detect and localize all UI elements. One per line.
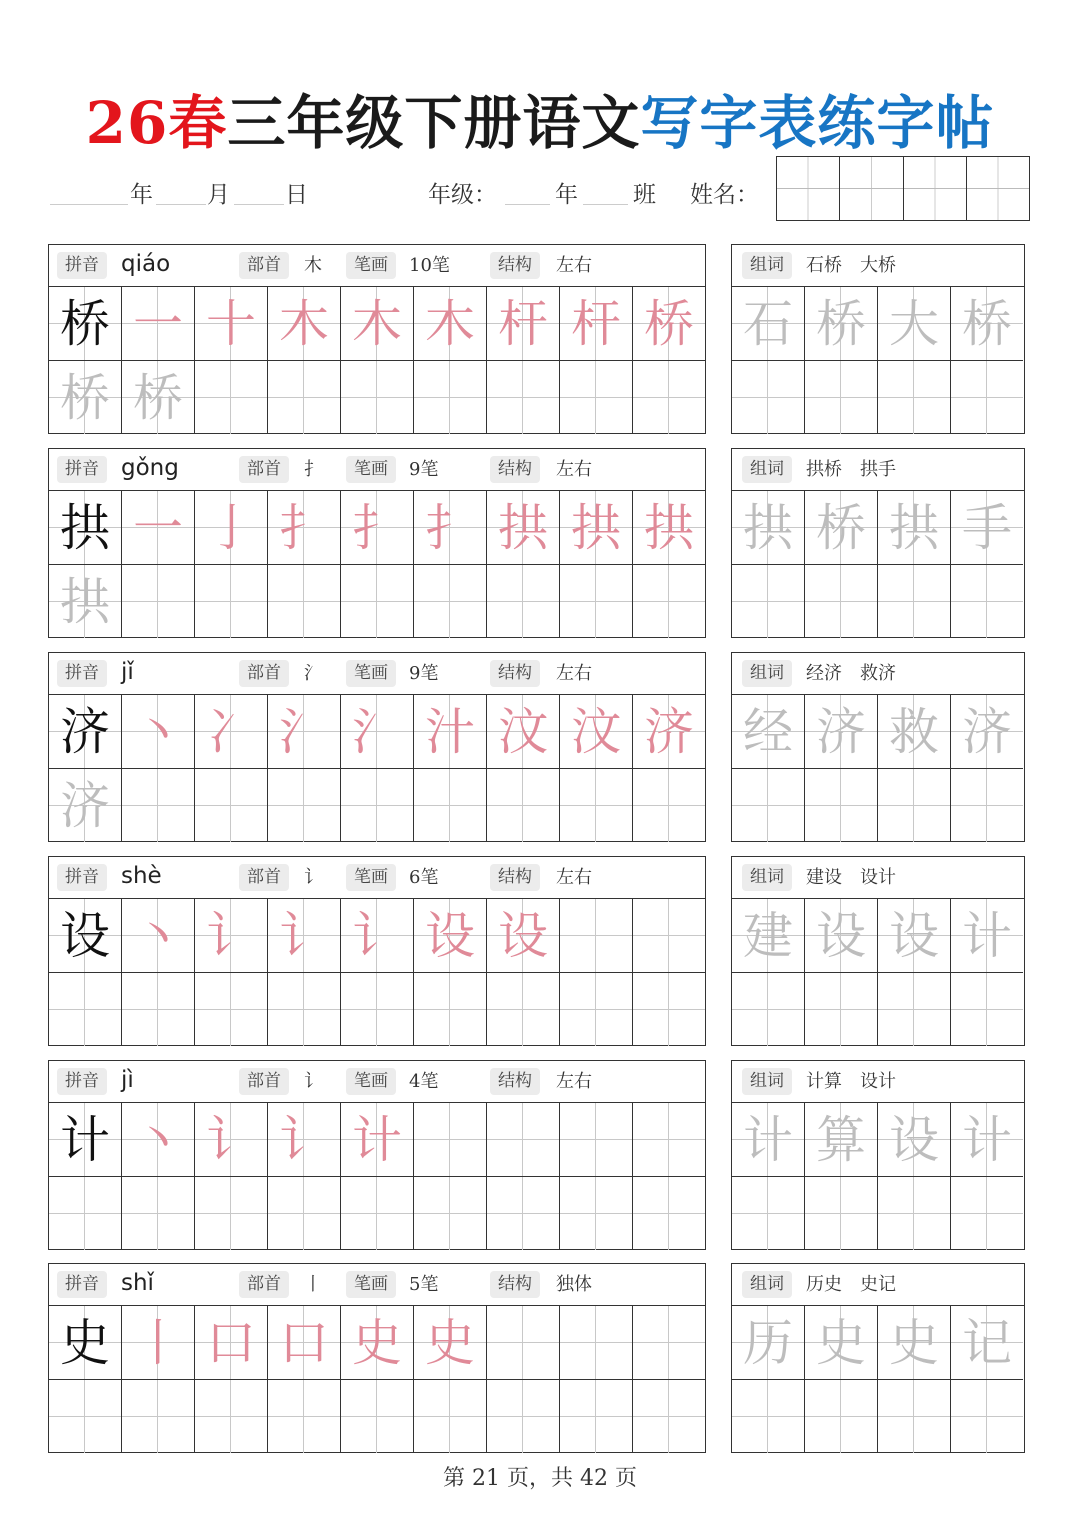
word-trace-row	[732, 1103, 1023, 1177]
radical-value: 丨	[304, 1274, 322, 1295]
structure-value: 独体	[556, 1274, 592, 1295]
page-title	[0, 76, 1080, 160]
practice-cell[interactable]	[487, 565, 560, 638]
grade-label: 年级：	[428, 182, 497, 208]
practice-cell[interactable]	[633, 565, 705, 638]
words-tag: 组词	[742, 252, 792, 279]
word-practice-row	[732, 565, 1023, 638]
structure-tag: 结构	[490, 1271, 540, 1298]
char-info-header	[49, 449, 705, 491]
stroke-order-row	[49, 695, 705, 769]
stroke-step-cell[interactable]: 讠	[341, 899, 414, 972]
practice-cell[interactable]	[195, 361, 268, 434]
word-trace-cell[interactable]: 桥	[805, 287, 878, 360]
grade-year-label: 年	[555, 182, 578, 208]
practice-cell[interactable]	[195, 1380, 268, 1453]
word-trace-row	[732, 899, 1023, 973]
strokes-value: 9笔	[409, 663, 439, 684]
word-trace-cell[interactable]: 救	[878, 695, 951, 768]
stroke-step-cell[interactable]	[633, 1306, 705, 1379]
practice-cell[interactable]	[195, 973, 268, 1046]
char-info-header	[49, 1061, 705, 1103]
strokes-tag: 笔画	[346, 252, 396, 279]
stroke-step-cell[interactable]: 讠	[195, 899, 268, 972]
char-info-header	[49, 245, 705, 287]
word-practice-block	[731, 244, 1025, 434]
stroke-step-cell[interactable]: 汶	[487, 695, 560, 768]
stroke-order-row	[49, 287, 705, 361]
word-practice-cell[interactable]	[732, 1380, 805, 1453]
stroke-step-cell[interactable]	[487, 1103, 560, 1176]
radical-value: 讠	[304, 867, 322, 888]
words-value: 历史 史记	[806, 1274, 896, 1295]
practice-row	[49, 769, 705, 842]
practice-cell[interactable]	[268, 973, 341, 1046]
stroke-step-cell[interactable]: 汶	[560, 695, 633, 768]
practice-cell[interactable]	[195, 769, 268, 842]
practice-cell[interactable]	[560, 769, 633, 842]
word-practice-cell[interactable]	[732, 769, 805, 842]
stroke-step-cell[interactable]: 讠	[195, 1103, 268, 1176]
stroke-step-cell[interactable]: 拱	[633, 491, 705, 564]
words-tag: 组词	[742, 864, 792, 891]
practice-cell[interactable]	[560, 973, 633, 1046]
practice-cell[interactable]	[341, 769, 414, 842]
word-trace-row	[732, 1306, 1023, 1380]
stroke-step-cell[interactable]: 口	[268, 1306, 341, 1379]
practice-cell[interactable]	[560, 565, 633, 638]
stroke-order-row	[49, 491, 705, 565]
practice-cell[interactable]: 济	[49, 769, 122, 842]
practice-cell[interactable]	[487, 1380, 560, 1453]
practice-cell[interactable]	[414, 1380, 487, 1453]
pinyin-tag: 拼音	[57, 456, 107, 483]
word-practice-cell[interactable]	[805, 973, 878, 1046]
word-trace-cell[interactable]: 设	[805, 899, 878, 972]
word-trace-cell[interactable]: 史	[878, 1306, 951, 1379]
word-practice-block	[731, 1263, 1025, 1453]
radical-tag: 部首	[239, 864, 289, 891]
structure-tag: 结构	[490, 1068, 540, 1095]
practice-row	[49, 1380, 705, 1453]
word-practice-cell[interactable]	[878, 1380, 951, 1453]
pinyin-tag: 拼音	[57, 660, 107, 687]
practice-cell[interactable]	[122, 769, 195, 842]
stroke-step-cell[interactable]: 设	[414, 899, 487, 972]
stroke-step-cell[interactable]: 一	[122, 491, 195, 564]
words-header	[732, 1264, 1024, 1306]
practice-cell[interactable]: 拱	[49, 565, 122, 638]
stroke-step-cell[interactable]	[487, 1306, 560, 1379]
stroke-step-cell[interactable]	[633, 1103, 705, 1176]
practice-cell[interactable]	[560, 1177, 633, 1250]
strokes-tag: 笔画	[346, 660, 396, 687]
stroke-step-cell[interactable]: 丶	[122, 899, 195, 972]
practice-cell[interactable]	[487, 1177, 560, 1250]
words-tag: 组词	[742, 660, 792, 687]
stroke-step-cell[interactable]: 一	[122, 287, 195, 360]
word-practice-row	[732, 361, 1023, 434]
page-footer: 第 21 页，共 42 页	[443, 1466, 637, 1491]
radical-tag: 部首	[239, 1271, 289, 1298]
practice-cell[interactable]	[487, 361, 560, 434]
structure-value: 左右	[556, 867, 592, 888]
word-trace-row	[732, 287, 1023, 361]
radical-tag: 部首	[239, 660, 289, 687]
practice-cell[interactable]	[487, 973, 560, 1046]
stroke-step-cell[interactable]: 口	[195, 1306, 268, 1379]
stroke-step-cell[interactable]	[560, 1306, 633, 1379]
word-trace-cell[interactable]: 史	[805, 1306, 878, 1379]
structure-value: 左右	[556, 255, 592, 276]
structure-tag: 结构	[490, 252, 540, 279]
word-practice-cell[interactable]	[878, 769, 951, 842]
practice-cell[interactable]	[268, 1177, 341, 1250]
structure-value: 左右	[556, 663, 592, 684]
practice-cell[interactable]	[633, 1380, 705, 1453]
word-trace-cell[interactable]: 桥	[805, 491, 878, 564]
stroke-step-cell[interactable]: 木	[414, 287, 487, 360]
word-practice-cell[interactable]	[805, 769, 878, 842]
word-trace-cell[interactable]: 石	[732, 287, 805, 360]
radical-value: 扌	[304, 459, 322, 480]
word-practice-cell[interactable]	[805, 1177, 878, 1250]
radical-tag: 部首	[239, 456, 289, 483]
word-trace-cell[interactable]: 拱	[878, 491, 951, 564]
word-trace-cell[interactable]: 济	[951, 695, 1023, 768]
words-header	[732, 449, 1024, 491]
practice-cell[interactable]: 桥	[122, 361, 195, 434]
char-practice-block	[48, 244, 706, 434]
word-trace-cell[interactable]: 大	[878, 287, 951, 360]
word-trace-cell[interactable]: 设	[878, 1103, 951, 1176]
words-value: 经济 救济	[806, 663, 896, 684]
word-practice-row	[732, 1380, 1023, 1453]
stroke-step-cell[interactable]: 杆	[560, 287, 633, 360]
stroke-step-cell[interactable]: 扌	[341, 491, 414, 564]
word-practice-cell[interactable]	[732, 361, 805, 434]
word-trace-row	[732, 491, 1023, 565]
strokes-value: 5笔	[409, 1274, 439, 1295]
practice-cell[interactable]	[414, 973, 487, 1046]
practice-cell[interactable]	[633, 1177, 705, 1250]
words-value: 拱桥 拱手	[806, 459, 896, 480]
word-practice-block	[731, 1060, 1025, 1250]
stroke-step-cell[interactable]: 拱	[560, 491, 633, 564]
practice-cell[interactable]	[487, 769, 560, 842]
stroke-step-cell[interactable]: 十	[195, 287, 268, 360]
stroke-step-cell[interactable]: 氵	[268, 695, 341, 768]
stroke-step-cell[interactable]: 丶	[122, 695, 195, 768]
word-practice-block	[731, 652, 1025, 842]
char-info-header	[49, 1264, 705, 1306]
stroke-step-cell[interactable]: 济	[633, 695, 705, 768]
practice-cell[interactable]	[122, 1380, 195, 1453]
practice-cell[interactable]	[268, 361, 341, 434]
stroke-step-cell[interactable]: 扌	[268, 491, 341, 564]
word-trace-cell[interactable]: 记	[951, 1306, 1023, 1379]
pinyin-value: qiáo	[121, 251, 171, 277]
practice-cell[interactable]	[560, 1380, 633, 1453]
stroke-step-cell[interactable]: 木	[341, 287, 414, 360]
stroke-step-cell[interactable]: 汁	[414, 695, 487, 768]
pinyin-value: shǐ	[121, 1270, 154, 1296]
char-info-header	[49, 653, 705, 695]
word-trace-cell[interactable]: 桥	[951, 287, 1023, 360]
pinyin-value: gǒng	[121, 455, 179, 481]
pinyin-tag: 拼音	[57, 864, 107, 891]
radical-value: 氵	[304, 663, 322, 684]
practice-cell[interactable]	[633, 973, 705, 1046]
practice-cell[interactable]	[633, 769, 705, 842]
word-practice-cell[interactable]	[878, 361, 951, 434]
stroke-step-cell[interactable]: 冫	[195, 695, 268, 768]
word-practice-block	[731, 448, 1025, 638]
structure-value: 左右	[556, 1071, 592, 1092]
word-practice-row	[732, 769, 1023, 842]
stroke-step-cell[interactable]: 史	[341, 1306, 414, 1379]
strokes-tag: 笔画	[346, 1271, 396, 1298]
practice-cell[interactable]	[268, 1380, 341, 1453]
word-trace-cell[interactable]: 设	[878, 899, 951, 972]
practice-cell[interactable]	[341, 1177, 414, 1250]
pinyin-value: shè	[121, 863, 162, 889]
stroke-step-cell[interactable]: 设	[487, 899, 560, 972]
char-practice-block	[48, 1263, 706, 1453]
word-practice-row	[732, 1177, 1023, 1250]
practice-cell[interactable]	[49, 973, 122, 1046]
strokes-tag: 笔画	[346, 1068, 396, 1095]
strokes-tag: 笔画	[346, 864, 396, 891]
practice-cell[interactable]	[122, 973, 195, 1046]
word-practice-cell[interactable]	[951, 565, 1023, 638]
practice-cell[interactable]	[341, 1380, 414, 1453]
practice-cell[interactable]	[633, 361, 705, 434]
stroke-step-cell[interactable]: 桥	[633, 287, 705, 360]
words-value: 石桥 大桥	[806, 255, 896, 276]
stroke-order-row	[49, 1306, 705, 1380]
word-trace-cell[interactable]: 经	[732, 695, 805, 768]
strokes-value: 4笔	[409, 1071, 439, 1092]
stroke-step-cell[interactable]	[633, 899, 705, 972]
main-character: 设	[49, 899, 122, 972]
pinyin-value: jì	[121, 1067, 134, 1093]
words-tag: 组词	[742, 456, 792, 483]
pinyin-tag: 拼音	[57, 1068, 107, 1095]
word-practice-cell[interactable]	[805, 361, 878, 434]
stroke-step-cell[interactable]: 亅	[195, 491, 268, 564]
structure-value: 左右	[556, 459, 592, 480]
word-trace-cell[interactable]: 建	[732, 899, 805, 972]
words-header	[732, 1061, 1024, 1103]
main-character: 史	[49, 1306, 122, 1379]
stroke-step-cell[interactable]: 扌	[414, 491, 487, 564]
main-character: 桥	[49, 287, 122, 360]
word-practice-block	[731, 856, 1025, 1046]
strokes-value: 6笔	[409, 867, 439, 888]
word-practice-cell[interactable]	[805, 565, 878, 638]
stroke-step-cell[interactable]: 氵	[341, 695, 414, 768]
radical-value: 讠	[304, 1071, 322, 1092]
practice-cell[interactable]	[195, 1177, 268, 1250]
word-practice-cell[interactable]	[878, 565, 951, 638]
structure-tag: 结构	[490, 660, 540, 687]
stroke-step-cell[interactable]: 讠	[268, 899, 341, 972]
word-practice-cell[interactable]	[951, 361, 1023, 434]
word-practice-cell[interactable]	[951, 769, 1023, 842]
word-practice-cell[interactable]	[878, 973, 951, 1046]
words-tag: 组词	[742, 1068, 792, 1095]
radical-tag: 部首	[239, 1068, 289, 1095]
pinyin-value: jǐ	[121, 659, 134, 685]
practice-cell[interactable]	[560, 361, 633, 434]
name-label: 姓名：	[690, 182, 759, 208]
year-label: 年	[130, 182, 153, 208]
practice-cell[interactable]	[414, 361, 487, 434]
practice-cell[interactable]	[268, 565, 341, 638]
char-practice-block	[48, 856, 706, 1046]
main-character: 计	[49, 1103, 122, 1176]
practice-cell[interactable]	[122, 565, 195, 638]
word-trace-cell[interactable]: 算	[805, 1103, 878, 1176]
main-character: 拱	[49, 491, 122, 564]
practice-cell[interactable]	[414, 769, 487, 842]
word-trace-cell[interactable]: 计	[951, 899, 1023, 972]
stroke-step-cell[interactable]	[560, 899, 633, 972]
word-practice-cell[interactable]	[878, 1177, 951, 1250]
practice-cell[interactable]	[341, 973, 414, 1046]
stroke-step-cell[interactable]: 史	[414, 1306, 487, 1379]
words-value: 计算 设计	[806, 1071, 896, 1092]
words-header	[732, 857, 1024, 899]
word-trace-cell[interactable]: 计	[732, 1103, 805, 1176]
word-practice-cell[interactable]	[805, 1380, 878, 1453]
char-practice-block	[48, 448, 706, 638]
words-header	[732, 245, 1024, 287]
title-black-part: 三年级下册语文	[227, 89, 641, 157]
class-label: 班	[633, 182, 656, 208]
word-trace-row	[732, 695, 1023, 769]
practice-cell[interactable]	[49, 1380, 122, 1453]
pinyin-tag: 拼音	[57, 1271, 107, 1298]
strokes-tag: 笔画	[346, 456, 396, 483]
practice-row	[49, 361, 705, 434]
stroke-step-cell[interactable]: 拱	[487, 491, 560, 564]
practice-cell[interactable]	[414, 565, 487, 638]
practice-cell[interactable]	[341, 565, 414, 638]
pinyin-tag: 拼音	[57, 252, 107, 279]
stroke-order-row	[49, 1103, 705, 1177]
radical-value: 木	[304, 255, 322, 276]
day-label: 日	[285, 182, 308, 208]
practice-cell[interactable]	[122, 1177, 195, 1250]
word-trace-cell[interactable]: 手	[951, 491, 1023, 564]
title-red-part: 26春	[85, 89, 228, 157]
practice-row	[49, 1177, 705, 1250]
stroke-step-cell[interactable]: 木	[268, 287, 341, 360]
char-practice-block	[48, 652, 706, 842]
word-practice-cell[interactable]	[951, 1380, 1023, 1453]
structure-tag: 结构	[490, 456, 540, 483]
main-character: 济	[49, 695, 122, 768]
word-practice-cell[interactable]	[732, 1177, 805, 1250]
word-trace-cell[interactable]: 济	[805, 695, 878, 768]
words-value: 建设 设计	[806, 867, 896, 888]
practice-row	[49, 973, 705, 1046]
month-label: 月	[207, 182, 230, 208]
practice-cell[interactable]	[414, 1177, 487, 1250]
word-trace-cell[interactable]: 拱	[732, 491, 805, 564]
word-practice-cell[interactable]	[732, 973, 805, 1046]
word-practice-row	[732, 973, 1023, 1046]
name-grid[interactable]	[776, 156, 1030, 221]
strokes-value: 10笔	[409, 255, 450, 276]
word-practice-cell[interactable]	[951, 1177, 1023, 1250]
stroke-step-cell[interactable]: 杆	[487, 287, 560, 360]
practice-cell[interactable]	[341, 361, 414, 434]
info-line	[50, 176, 780, 206]
practice-cell[interactable]	[195, 565, 268, 638]
stroke-step-cell[interactable]: 丶	[122, 1103, 195, 1176]
char-info-header	[49, 857, 705, 899]
structure-tag: 结构	[490, 864, 540, 891]
word-trace-cell[interactable]: 计	[951, 1103, 1023, 1176]
word-trace-cell[interactable]: 历	[732, 1306, 805, 1379]
word-practice-cell[interactable]	[732, 565, 805, 638]
stroke-step-cell[interactable]: 丨	[122, 1306, 195, 1379]
practice-cell[interactable]	[268, 769, 341, 842]
char-practice-block	[48, 1060, 706, 1250]
practice-row	[49, 565, 705, 638]
practice-cell[interactable]: 桥	[49, 361, 122, 434]
stroke-step-cell[interactable]	[414, 1103, 487, 1176]
words-header	[732, 653, 1024, 695]
words-tag: 组词	[742, 1271, 792, 1298]
word-practice-cell[interactable]	[951, 973, 1023, 1046]
strokes-value: 9笔	[409, 459, 439, 480]
stroke-order-row	[49, 899, 705, 973]
radical-tag: 部首	[239, 252, 289, 279]
stroke-step-cell[interactable]	[560, 1103, 633, 1176]
practice-cell[interactable]	[49, 1177, 122, 1250]
title-blue-part: 写字表练字帖	[640, 89, 995, 157]
stroke-step-cell[interactable]: 讠	[268, 1103, 341, 1176]
stroke-step-cell[interactable]: 计	[341, 1103, 414, 1176]
